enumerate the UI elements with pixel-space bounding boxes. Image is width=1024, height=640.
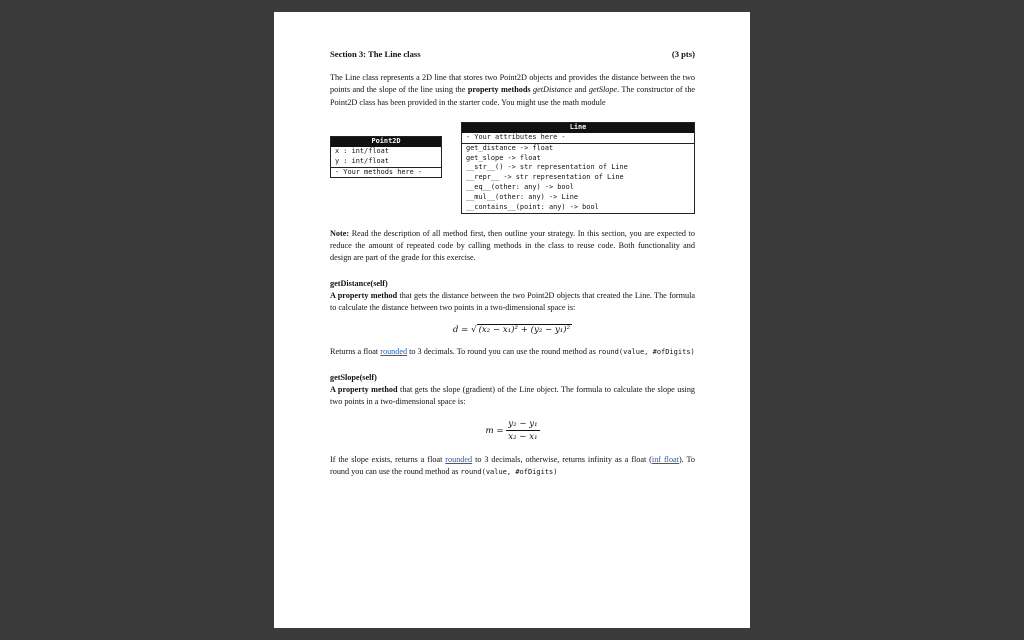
getslope-returns: If the slope exists, returns a float rounded to 3 decimals, otherwise, returns infinity as a float (inf float). To round you can use the round method as round(value, #ofDigits) <box>330 454 696 476</box>
section-points: (3 pts) <box>671 49 695 59</box>
getslope-description: A property method that gets the slope (gradient) of the Line object. The formula to calculate the slope using two points in a two-dimensional space is: <box>330 384 696 406</box>
uml-point2d-title: Point2D <box>331 137 441 147</box>
intro-paragraph: The Line class represents a 2D line that stores two Point2D objects and provides the distance between the two points and the slope of the line using the property methods getDistance and getSlope. The constructor of the Point2D class has been provided in the starter code. You might use the math module <box>330 73 696 107</box>
uml-line-method: __eq__(other: any) -> bool <box>466 183 574 192</box>
uml-line-title: Line <box>462 123 694 133</box>
uml-line-box <box>461 122 695 214</box>
uml-point2d-box <box>330 136 442 179</box>
section-header <box>330 48 695 60</box>
section-title: Section 3: The Line class <box>330 49 421 59</box>
slope-formula: m = $\frac{\text{y₂ − y₁}}{\text{x₂ − x₁}}$ <box>485 419 538 443</box>
uml-line-method: get_slope -> float <box>466 153 541 162</box>
inf-float-link[interactable]: inf float <box>651 454 679 464</box>
getdistance-returns: Returns a float rounded to 3 decimals. To round you can use the round method as round(value, #ofDigits) <box>330 347 695 357</box>
getdistance-heading: getDistance(self) <box>330 278 388 288</box>
uml-line-method: __repr__ -> str representation of Line <box>466 173 624 182</box>
uml-diagrams <box>330 122 695 214</box>
uml-line-method: __mul__(other: any) -> Line <box>466 193 579 202</box>
rounded-link[interactable]: rounded <box>380 347 408 357</box>
uml-point2d-methods: - Your methods here - <box>331 167 441 178</box>
uml-line-method: __contains__(point: any) -> bool <box>466 203 599 212</box>
note-paragraph: Note: Read the description of all method first, then outline your strategy. In this section, you are expected to reduce the amount of repeated code by calling methods in the class to reuse code. Both functionality and design are part of the grade for this exercise. <box>330 228 696 263</box>
uml-line-method: __str__() -> str representation of Line <box>466 163 628 172</box>
document-page <box>274 12 750 628</box>
distance-formula: d = √ (x₂ − x₁)² + (y₂ − y₁)² <box>452 325 571 336</box>
getdistance-description: A property method that gets the distance between the two Point2D objects that created the Line. The formula to calculate the distance between two points in a two-dimensional space is: <box>330 290 695 312</box>
uml-point2d-attr: y : int/float <box>335 156 389 165</box>
uml-point2d-attr: x : int/float <box>335 146 389 155</box>
getslope-heading: getSlope(self) <box>330 372 377 382</box>
rounded-link[interactable]: rounded <box>445 454 473 464</box>
uml-line-method: get_distance -> float <box>466 143 554 152</box>
uml-line-attrs: - Your attributes here - <box>466 132 566 141</box>
